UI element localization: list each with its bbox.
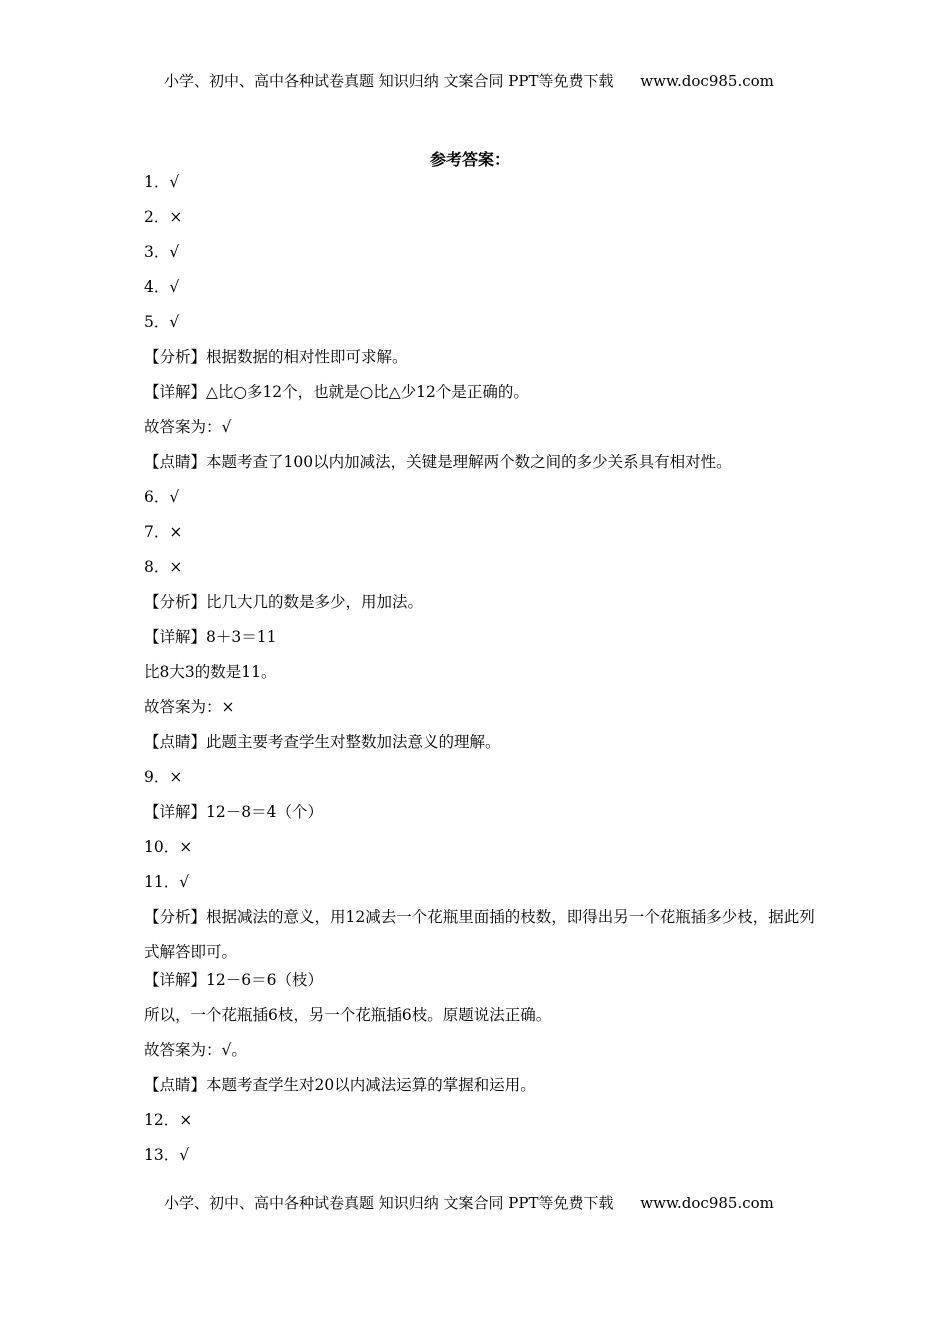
conclusion-line: 故答案为：√: [144, 418, 232, 436]
answer-line: 4．√: [144, 278, 180, 296]
footer-text: 小学、初中、高中各种试卷真题 知识归纳 文案合同 PPT等免费下载: [164, 1194, 614, 1212]
header-text: 小学、初中、高中各种试卷真题 知识归纳 文案合同 PPT等免费下载: [164, 72, 614, 90]
comment-line: 【点睛】本题考查学生对20以内减法运算的掌握和运用。: [144, 1076, 536, 1094]
analysis-line: 【分析】根据数据的相对性即可求解。: [144, 348, 408, 366]
header-url[interactable]: www.doc985.com: [640, 72, 774, 90]
answer-content: [144, 171, 824, 1179]
page-header: [164, 70, 774, 91]
answer-line: 6．√: [144, 488, 180, 506]
conclusion-line: 故答案为：×: [144, 698, 235, 716]
detail-line: 【详解】12－8＝4（个）: [144, 803, 323, 821]
analysis-line: 【分析】比几大几的数是多少，用加法。: [144, 593, 424, 611]
answer-line: 13．√: [144, 1146, 190, 1164]
detail-line: 【详解】△比○多12个，也就是○比△少12个是正确的。: [144, 383, 529, 401]
conclusion-line: 故答案为：√。: [144, 1041, 247, 1059]
detail-line: 【详解】8＋3＝11: [144, 628, 277, 646]
answer-line: 7．×: [144, 523, 183, 541]
detail-line: 【详解】12－6＝6（枝）: [144, 971, 323, 989]
detail-line: 比8大3的数是11。: [144, 663, 277, 681]
answer-line: 8．×: [144, 558, 183, 576]
detail-line: 所以，一个花瓶插6枝，另一个花瓶插6枝。原题说法正确。: [144, 1006, 552, 1024]
comment-line: 【点睛】本题考查了100以内加减法，关键是理解两个数之间的多少关系具有相对性。: [144, 453, 732, 471]
answer-line: 10．×: [144, 838, 193, 856]
comment-line: 【点睛】此题主要考查学生对整数加法意义的理解。: [144, 733, 501, 751]
answer-line: 3．√: [144, 243, 180, 261]
answer-line: 12．×: [144, 1111, 193, 1129]
answer-line: 9．×: [144, 768, 183, 786]
answer-line: 11．√: [144, 873, 190, 891]
analysis-line: 【分析】根据减法的意义，用12减去一个花瓶里面插的枝数，即得出另一个花瓶插多少枝，据此列式解答即可。: [144, 908, 815, 961]
footer-url[interactable]: www.doc985.com: [640, 1194, 774, 1212]
answer-line: 1．√: [144, 173, 180, 191]
page-title: 参考答案：: [429, 150, 510, 169]
page-footer: [164, 1192, 774, 1213]
answer-line: 5．√: [144, 313, 180, 331]
answer-line: 2．×: [144, 208, 183, 226]
